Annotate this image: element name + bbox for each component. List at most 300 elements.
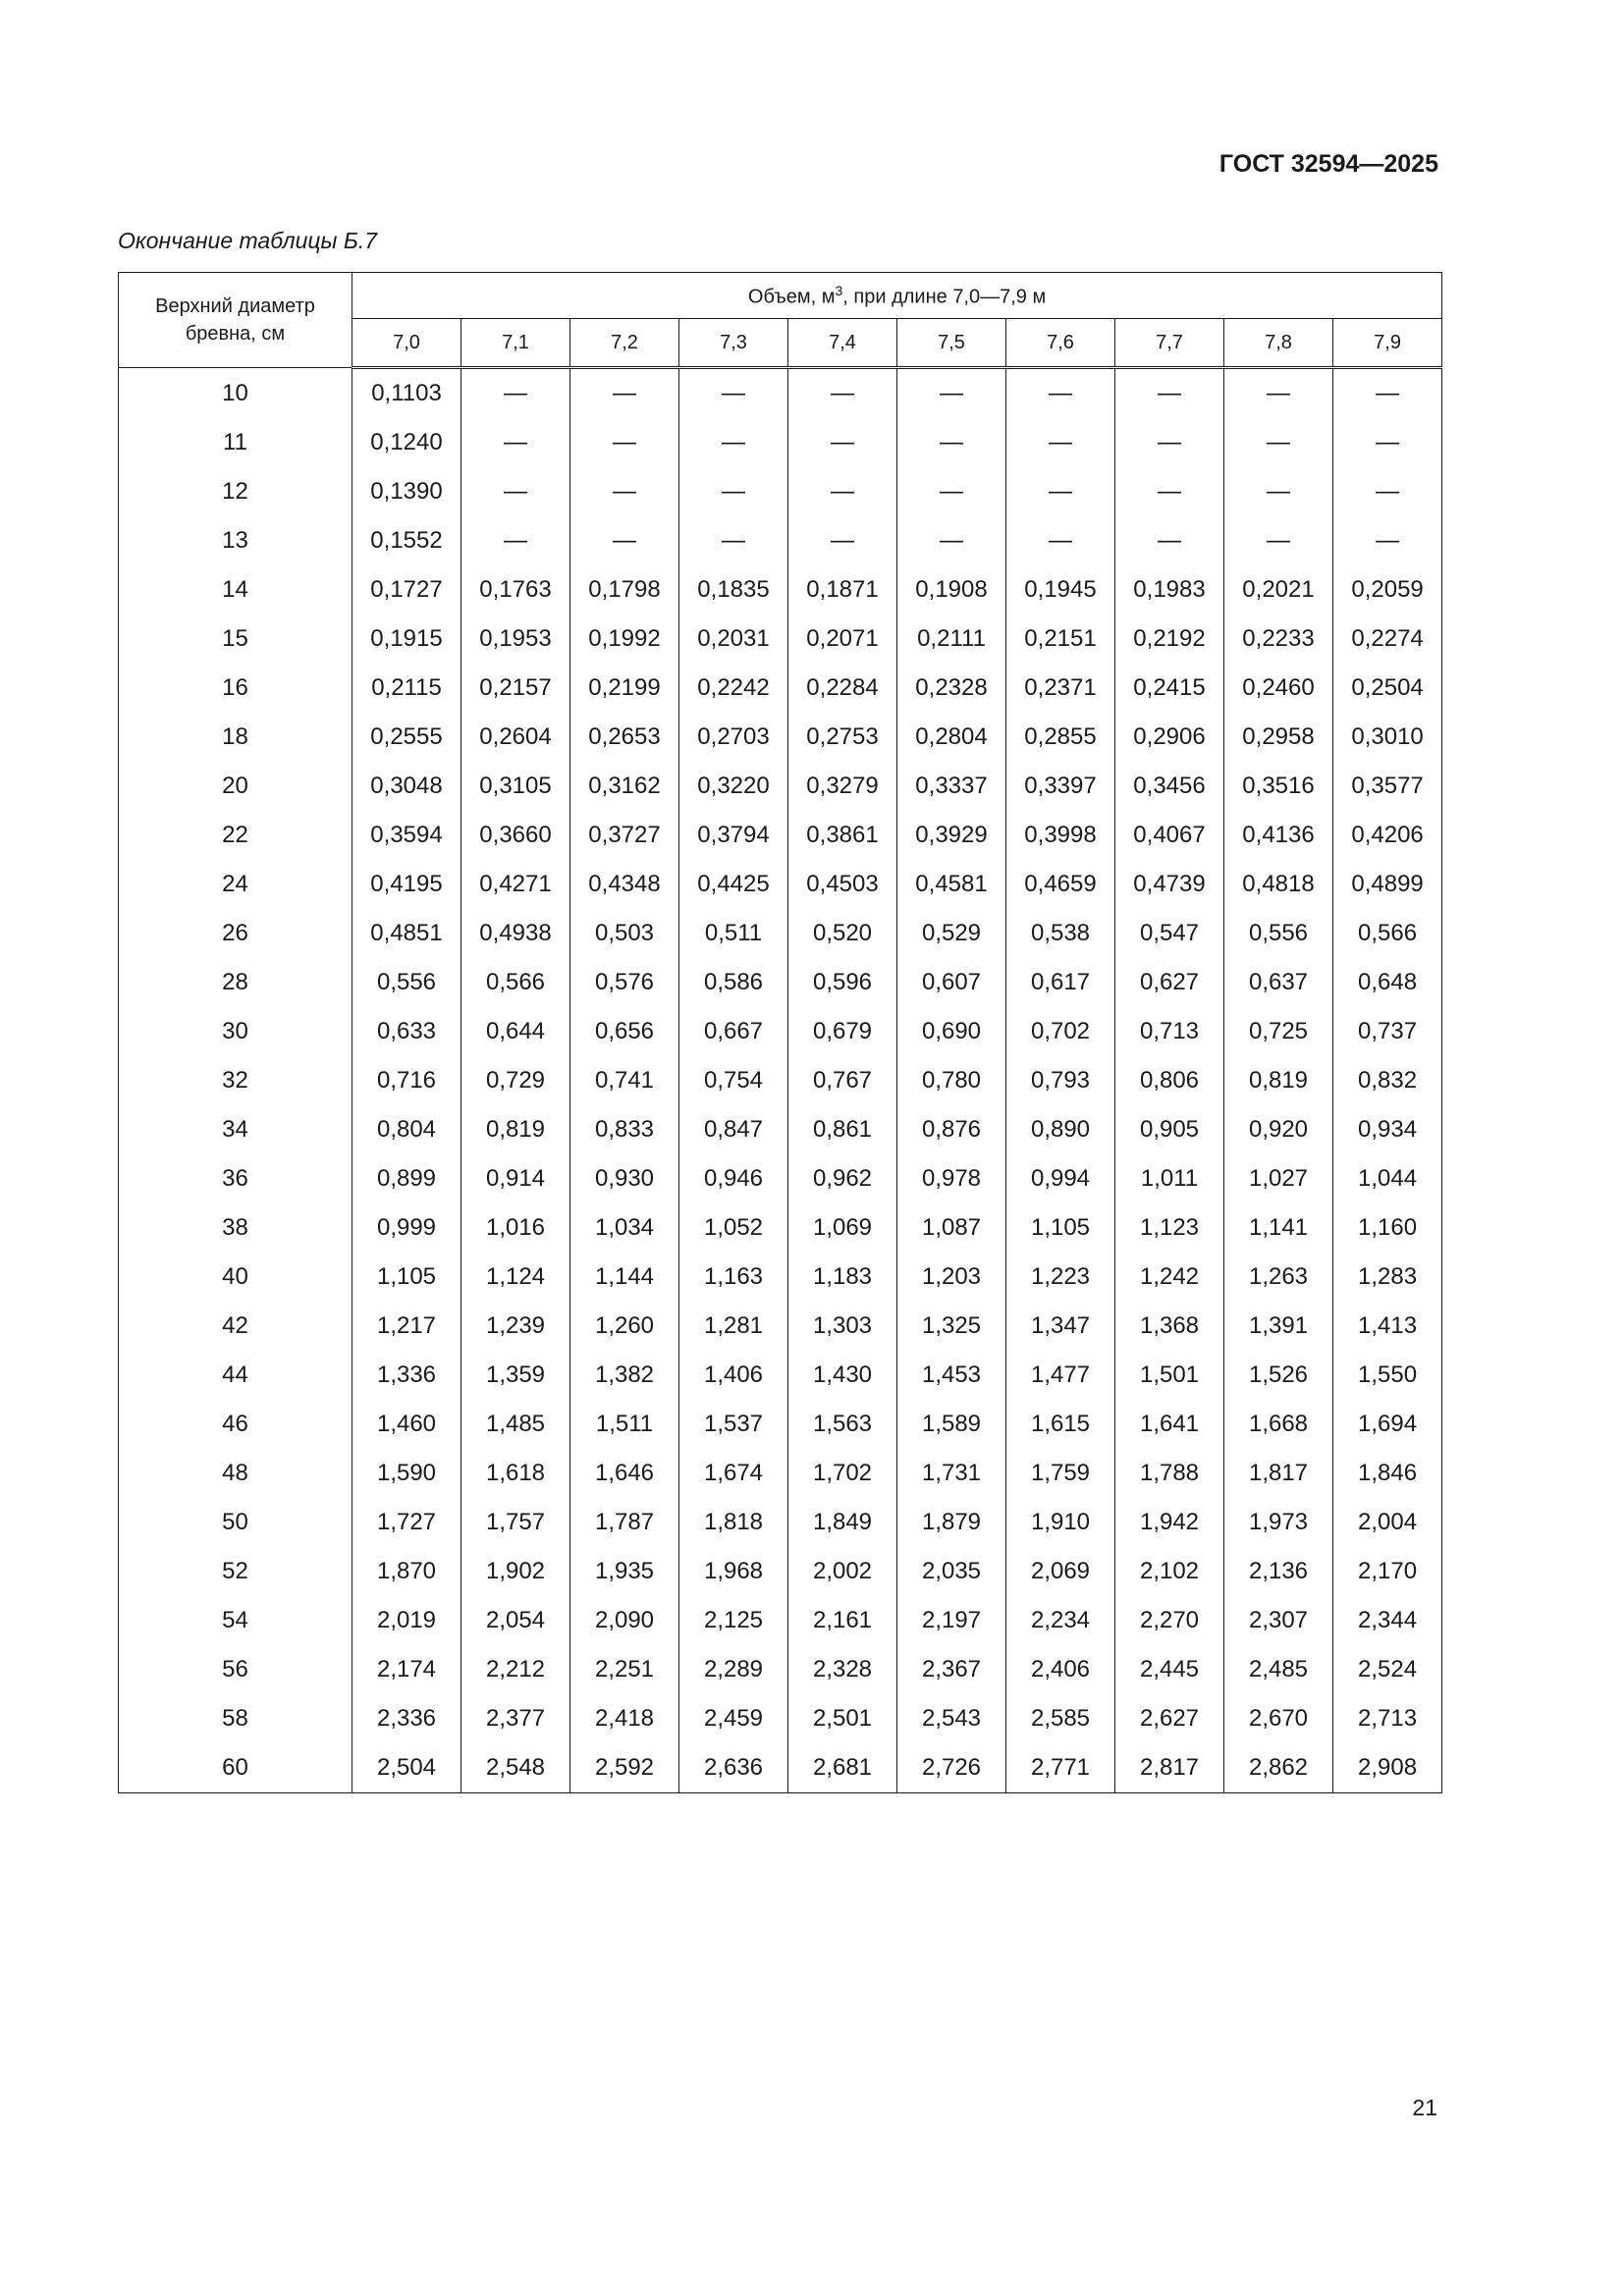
volume-cell: — <box>788 516 897 565</box>
table-row <box>119 713 1442 762</box>
volume-cell: 2,054 <box>461 1596 570 1645</box>
volume-cell: 0,566 <box>1333 909 1442 958</box>
volume-cell: 0,503 <box>570 909 679 958</box>
length-header-cell: 7,3 <box>679 319 788 368</box>
volume-cell: 0,2115 <box>352 664 461 713</box>
volume-cell: — <box>1333 467 1442 516</box>
volume-cell: 1,430 <box>788 1351 897 1400</box>
volume-cell: 1,702 <box>788 1449 897 1498</box>
volume-cell: — <box>1224 418 1333 467</box>
volume-cell: 2,771 <box>1006 1743 1115 1793</box>
volume-cell: 0,1390 <box>352 467 461 516</box>
volume-cell: — <box>679 368 788 419</box>
diameter-header-line2: бревна, см <box>185 323 286 345</box>
volume-cell: 0,702 <box>1006 1007 1115 1056</box>
volume-cell: 1,511 <box>570 1400 679 1449</box>
volume-cell: 0,2958 <box>1224 713 1333 762</box>
volume-cell: 0,2555 <box>352 713 461 762</box>
volume-cell: 0,3929 <box>897 811 1006 860</box>
volume-cell: 0,586 <box>679 958 788 1007</box>
volume-cell: 0,576 <box>570 958 679 1007</box>
table-row <box>119 860 1442 909</box>
table-row <box>119 1547 1442 1596</box>
volume-cell: 0,1835 <box>679 565 788 614</box>
volume-cell: — <box>461 418 570 467</box>
volume-cell: 0,754 <box>679 1056 788 1105</box>
volume-cell: 0,2504 <box>1333 664 1442 713</box>
volume-cell: 0,920 <box>1224 1105 1333 1154</box>
volume-cell: — <box>1006 418 1115 467</box>
volume-cell: 2,377 <box>461 1694 570 1743</box>
volume-cell: 2,485 <box>1224 1645 1333 1694</box>
volume-cell: 1,849 <box>788 1498 897 1547</box>
volume-cell: 2,504 <box>352 1743 461 1793</box>
volume-cell: 0,547 <box>1115 909 1224 958</box>
volume-cell: 0,4425 <box>679 860 788 909</box>
volume-cell: 0,1945 <box>1006 565 1115 614</box>
diameter-cell: 58 <box>119 1694 352 1743</box>
volume-cell: 0,2199 <box>570 664 679 713</box>
volume-cell: — <box>1333 368 1442 419</box>
volume-cell: 1,589 <box>897 1400 1006 1449</box>
volume-cell: 2,002 <box>788 1547 897 1596</box>
volume-cell: — <box>897 368 1006 419</box>
diameter-cell: 60 <box>119 1743 352 1793</box>
length-header-cell: 7,1 <box>461 319 570 368</box>
volume-cell: 0,4818 <box>1224 860 1333 909</box>
diameter-cell: 15 <box>119 614 352 664</box>
length-header-cell: 7,6 <box>1006 319 1115 368</box>
volume-cell: 1,406 <box>679 1351 788 1400</box>
volume-cell: — <box>1333 516 1442 565</box>
volume-cell: 2,585 <box>1006 1694 1115 1743</box>
volume-cell: 1,727 <box>352 1498 461 1547</box>
volume-cell: 1,460 <box>352 1400 461 1449</box>
diameter-cell: 11 <box>119 418 352 467</box>
diameter-cell: 13 <box>119 516 352 565</box>
volume-cell: — <box>1115 368 1224 419</box>
diameter-cell: 52 <box>119 1547 352 1596</box>
volume-cell: 1,590 <box>352 1449 461 1498</box>
volume-cell: 0,679 <box>788 1007 897 1056</box>
length-header-cell: 7,4 <box>788 319 897 368</box>
volume-cell: 0,617 <box>1006 958 1115 1007</box>
volume-cell: 1,646 <box>570 1449 679 1498</box>
table-row <box>119 958 1442 1007</box>
volume-cell: 0,656 <box>570 1007 679 1056</box>
volume-cell: 0,607 <box>897 958 1006 1007</box>
volume-cell: 2,817 <box>1115 1743 1224 1793</box>
volume-cell: 1,759 <box>1006 1449 1115 1498</box>
volume-cell: 1,879 <box>897 1498 1006 1547</box>
volume-cell: — <box>788 467 897 516</box>
volume-cell: 0,3456 <box>1115 762 1224 811</box>
volume-cell: — <box>1006 516 1115 565</box>
volume-cell: 0,3577 <box>1333 762 1442 811</box>
table-row <box>119 1645 1442 1694</box>
volume-cell: 2,367 <box>897 1645 1006 1694</box>
diameter-cell: 42 <box>119 1302 352 1351</box>
volume-cell: — <box>1115 418 1224 467</box>
volume-cell: 1,069 <box>788 1203 897 1253</box>
table-body <box>119 368 1442 1793</box>
volume-cell: 2,212 <box>461 1645 570 1694</box>
volume-cell: 0,529 <box>897 909 1006 958</box>
volume-cell: 1,087 <box>897 1203 1006 1253</box>
volume-cell: 1,016 <box>461 1203 570 1253</box>
volume-cell: 0,793 <box>1006 1056 1115 1105</box>
diameter-cell: 50 <box>119 1498 352 1547</box>
volume-cell: 0,4136 <box>1224 811 1333 860</box>
diameter-header <box>119 273 352 368</box>
volume-cell: — <box>1115 516 1224 565</box>
table-row <box>119 1154 1442 1203</box>
volume-cell: 0,737 <box>1333 1007 1442 1056</box>
diameter-cell: 28 <box>119 958 352 1007</box>
diameter-cell: 20 <box>119 762 352 811</box>
diameter-cell: 22 <box>119 811 352 860</box>
volume-cell: 0,3337 <box>897 762 1006 811</box>
volume-cell: 0,566 <box>461 958 570 1007</box>
length-header-cell: 7,8 <box>1224 319 1333 368</box>
volume-cell: 0,833 <box>570 1105 679 1154</box>
volume-cell: 0,2855 <box>1006 713 1115 762</box>
volume-cell: 2,862 <box>1224 1743 1333 1793</box>
table-row <box>119 1302 1442 1351</box>
table-row <box>119 1253 1442 1302</box>
volume-cell: 1,347 <box>1006 1302 1115 1351</box>
volume-cell: 0,4851 <box>352 909 461 958</box>
volume-cell: 0,978 <box>897 1154 1006 1203</box>
volume-cell: 0,1798 <box>570 565 679 614</box>
volume-cell: 1,239 <box>461 1302 570 1351</box>
volume-cell: 0,2233 <box>1224 614 1333 664</box>
volume-cell: 1,163 <box>679 1253 788 1302</box>
volume-cell: — <box>788 418 897 467</box>
volume-cell: — <box>788 368 897 419</box>
volume-cell: 1,413 <box>1333 1302 1442 1351</box>
diameter-cell: 44 <box>119 1351 352 1400</box>
volume-cell: 1,359 <box>461 1351 570 1400</box>
volume-cell: — <box>1006 467 1115 516</box>
volume-cell: 1,260 <box>570 1302 679 1351</box>
diameter-cell: 54 <box>119 1596 352 1645</box>
volume-cell: 2,019 <box>352 1596 461 1645</box>
volume-cell: 0,2328 <box>897 664 1006 713</box>
volume-cell: 0,713 <box>1115 1007 1224 1056</box>
volume-cell: 0,946 <box>679 1154 788 1203</box>
volume-cell: 2,289 <box>679 1645 788 1694</box>
volume-cell: 0,725 <box>1224 1007 1333 1056</box>
volume-cell: 1,787 <box>570 1498 679 1547</box>
length-header-cell: 7,9 <box>1333 319 1442 368</box>
table-row <box>119 909 1442 958</box>
volume-cell: 0,847 <box>679 1105 788 1154</box>
volume-cell: 0,648 <box>1333 958 1442 1007</box>
volume-cell: 1,011 <box>1115 1154 1224 1203</box>
volume-cell: 1,105 <box>1006 1203 1115 1253</box>
volume-table <box>118 272 1442 1793</box>
volume-cell: 0,4271 <box>461 860 570 909</box>
volume-cell: 0,4659 <box>1006 860 1115 909</box>
table-row <box>119 1351 1442 1400</box>
volume-cell: 0,2284 <box>788 664 897 713</box>
volume-cell: — <box>461 467 570 516</box>
diameter-cell: 10 <box>119 368 352 419</box>
volume-cell: 2,501 <box>788 1694 897 1743</box>
volume-cell: 1,368 <box>1115 1302 1224 1351</box>
volume-cell: 2,543 <box>897 1694 1006 1743</box>
table-row <box>119 418 1442 467</box>
volume-cell: 1,694 <box>1333 1400 1442 1449</box>
volume-cell: 0,4067 <box>1115 811 1224 860</box>
volume-cell: 0,2753 <box>788 713 897 762</box>
table-row <box>119 811 1442 860</box>
diameter-cell: 48 <box>119 1449 352 1498</box>
volume-cell: 2,627 <box>1115 1694 1224 1743</box>
volume-cell: 1,183 <box>788 1253 897 1302</box>
volume-cell: 1,902 <box>461 1547 570 1596</box>
volume-cell: 1,203 <box>897 1253 1006 1302</box>
volume-cell: 0,716 <box>352 1056 461 1105</box>
volume-cell: 1,382 <box>570 1351 679 1400</box>
volume-cell: 2,234 <box>1006 1596 1115 1645</box>
volume-cell: 2,726 <box>897 1743 1006 1793</box>
volume-cell: 1,027 <box>1224 1154 1333 1203</box>
volume-cell: 0,690 <box>897 1007 1006 1056</box>
volume-cell: 1,935 <box>570 1547 679 1596</box>
volume-cell: 2,136 <box>1224 1547 1333 1596</box>
volume-cell: 0,2653 <box>570 713 679 762</box>
volume-cell: 2,004 <box>1333 1498 1442 1547</box>
length-header-cell: 7,2 <box>570 319 679 368</box>
volume-cell: 0,596 <box>788 958 897 1007</box>
volume-cell: 2,161 <box>788 1596 897 1645</box>
volume-cell: 1,563 <box>788 1400 897 1449</box>
volume-cell: 0,556 <box>352 958 461 1007</box>
volume-cell: 2,548 <box>461 1743 570 1793</box>
table-row <box>119 1056 1442 1105</box>
volume-cell: 1,846 <box>1333 1449 1442 1498</box>
volume-cell: — <box>461 516 570 565</box>
volume-cell: 0,556 <box>1224 909 1333 958</box>
volume-cell: 0,2604 <box>461 713 570 762</box>
volume-cell: — <box>461 368 570 419</box>
volume-cell: 1,870 <box>352 1547 461 1596</box>
volume-cell: 0,3594 <box>352 811 461 860</box>
volume-cell: 0,2157 <box>461 664 570 713</box>
volume-cell: 1,818 <box>679 1498 788 1547</box>
volume-cell: 2,307 <box>1224 1596 1333 1645</box>
volume-cell: 0,934 <box>1333 1105 1442 1154</box>
volume-cell: 0,627 <box>1115 958 1224 1007</box>
volume-cell: 1,485 <box>461 1400 570 1449</box>
volume-cell: 1,281 <box>679 1302 788 1351</box>
volume-cell: 0,538 <box>1006 909 1115 958</box>
volume-cell: 0,3279 <box>788 762 897 811</box>
volume-cell: 1,537 <box>679 1400 788 1449</box>
volume-cell: 0,3397 <box>1006 762 1115 811</box>
volume-cell: 2,681 <box>788 1743 897 1793</box>
volume-cell: 0,905 <box>1115 1105 1224 1154</box>
volume-cell: 1,336 <box>352 1351 461 1400</box>
volume-cell: 2,344 <box>1333 1596 1442 1645</box>
table-row <box>119 1007 1442 1056</box>
volume-cell: 2,636 <box>679 1743 788 1793</box>
volume-cell: 1,526 <box>1224 1351 1333 1400</box>
volume-cell: 0,644 <box>461 1007 570 1056</box>
volume-cell: 0,4348 <box>570 860 679 909</box>
volume-cell: 0,2460 <box>1224 664 1333 713</box>
volume-cell: 0,2021 <box>1224 565 1333 614</box>
volume-cell: 0,930 <box>570 1154 679 1203</box>
volume-cell: 0,999 <box>352 1203 461 1253</box>
volume-cell: 0,1240 <box>352 418 461 467</box>
volume-cell: 1,453 <box>897 1351 1006 1400</box>
volume-cell: 0,767 <box>788 1056 897 1105</box>
table-row <box>119 762 1442 811</box>
volume-cell: 0,861 <box>788 1105 897 1154</box>
volume-cell: 0,3516 <box>1224 762 1333 811</box>
volume-cell: 1,391 <box>1224 1302 1333 1351</box>
table-row <box>119 516 1442 565</box>
volume-cell: 1,501 <box>1115 1351 1224 1400</box>
volume-cell: 1,615 <box>1006 1400 1115 1449</box>
volume-cell: — <box>570 467 679 516</box>
volume-cell: 0,962 <box>788 1154 897 1203</box>
volume-cell: — <box>679 467 788 516</box>
volume-cell: 0,2242 <box>679 664 788 713</box>
volume-header-exponent: 3 <box>835 282 843 298</box>
diameter-cell: 16 <box>119 664 352 713</box>
length-header-cell: 7,5 <box>897 319 1006 368</box>
diameter-cell: 12 <box>119 467 352 516</box>
volume-cell: 0,1915 <box>352 614 461 664</box>
volume-cell: 0,1908 <box>897 565 1006 614</box>
volume-cell: 0,729 <box>461 1056 570 1105</box>
volume-cell: 2,069 <box>1006 1547 1115 1596</box>
volume-cell: — <box>1224 516 1333 565</box>
volume-cell: 2,035 <box>897 1547 1006 1596</box>
volume-cell: 0,637 <box>1224 958 1333 1007</box>
volume-cell: 2,090 <box>570 1596 679 1645</box>
volume-cell: 0,994 <box>1006 1154 1115 1203</box>
table-row <box>119 1498 1442 1547</box>
length-header-cell: 7,7 <box>1115 319 1224 368</box>
table-row <box>119 368 1442 419</box>
volume-cell: 0,4938 <box>461 909 570 958</box>
volume-cell: 0,3998 <box>1006 811 1115 860</box>
volume-cell: 0,4206 <box>1333 811 1442 860</box>
volume-cell: 2,125 <box>679 1596 788 1645</box>
volume-cell: — <box>897 418 1006 467</box>
volume-cell: 0,2031 <box>679 614 788 664</box>
volume-cell: 0,2703 <box>679 713 788 762</box>
volume-cell: 1,123 <box>1115 1203 1224 1253</box>
volume-cell: 1,757 <box>461 1498 570 1547</box>
volume-cell: 0,1871 <box>788 565 897 614</box>
volume-cell: 1,668 <box>1224 1400 1333 1449</box>
volume-cell: 1,910 <box>1006 1498 1115 1547</box>
volume-cell: 1,242 <box>1115 1253 1224 1302</box>
volume-cell: 0,819 <box>1224 1056 1333 1105</box>
volume-cell: 1,105 <box>352 1253 461 1302</box>
volume-cell: 2,174 <box>352 1645 461 1694</box>
volume-cell: 0,2151 <box>1006 614 1115 664</box>
volume-cell: — <box>897 467 1006 516</box>
volume-cell: 0,2371 <box>1006 664 1115 713</box>
volume-cell: 0,3162 <box>570 762 679 811</box>
volume-cell: 2,459 <box>679 1694 788 1743</box>
diameter-cell: 56 <box>119 1645 352 1694</box>
length-header-cell: 7,0 <box>352 319 461 368</box>
volume-cell: 1,477 <box>1006 1351 1115 1400</box>
volume-cell: 0,890 <box>1006 1105 1115 1154</box>
volume-cell: 0,2804 <box>897 713 1006 762</box>
volume-cell: 2,251 <box>570 1645 679 1694</box>
volume-cell: — <box>570 418 679 467</box>
volume-cell: 0,819 <box>461 1105 570 1154</box>
volume-cell: 1,124 <box>461 1253 570 1302</box>
volume-cell: 0,3861 <box>788 811 897 860</box>
volume-cell: 0,2906 <box>1115 713 1224 762</box>
volume-cell: 0,4503 <box>788 860 897 909</box>
volume-cell: 2,336 <box>352 1694 461 1743</box>
volume-cell: 0,3794 <box>679 811 788 860</box>
table-row <box>119 1400 1442 1449</box>
volume-cell: 1,223 <box>1006 1253 1115 1302</box>
table-row <box>119 664 1442 713</box>
volume-cell: — <box>1224 368 1333 419</box>
diameter-cell: 14 <box>119 565 352 614</box>
volume-cell: 1,283 <box>1333 1253 1442 1302</box>
volume-cell: 0,1992 <box>570 614 679 664</box>
volume-cell: 0,3105 <box>461 762 570 811</box>
volume-cell: 0,1727 <box>352 565 461 614</box>
volume-cell: 1,550 <box>1333 1351 1442 1400</box>
volume-cell: — <box>1333 418 1442 467</box>
volume-cell: 1,303 <box>788 1302 897 1351</box>
volume-cell: — <box>1224 467 1333 516</box>
volume-cell: 0,2111 <box>897 614 1006 664</box>
volume-cell: 0,2071 <box>788 614 897 664</box>
volume-cell: 0,832 <box>1333 1056 1442 1105</box>
volume-cell: 0,1103 <box>352 368 461 419</box>
volume-cell: 1,674 <box>679 1449 788 1498</box>
volume-cell: 0,3220 <box>679 762 788 811</box>
volume-cell: 0,1552 <box>352 516 461 565</box>
volume-cell: 2,102 <box>1115 1547 1224 1596</box>
table-row <box>119 467 1442 516</box>
volume-cell: 1,217 <box>352 1302 461 1351</box>
volume-cell: 2,670 <box>1224 1694 1333 1743</box>
table-row <box>119 614 1442 664</box>
volume-cell: 1,160 <box>1333 1203 1442 1253</box>
volume-header-prefix: Объем, м <box>747 286 836 308</box>
diameter-cell: 36 <box>119 1154 352 1203</box>
volume-cell: 1,968 <box>679 1547 788 1596</box>
volume-cell: 2,418 <box>570 1694 679 1743</box>
volume-cell: 2,328 <box>788 1645 897 1694</box>
volume-cell: 2,445 <box>1115 1645 1224 1694</box>
volume-cell: 0,633 <box>352 1007 461 1056</box>
volume-cell: 0,1763 <box>461 565 570 614</box>
diameter-cell: 32 <box>119 1056 352 1105</box>
volume-cell: 2,270 <box>1115 1596 1224 1645</box>
volume-cell: 0,1983 <box>1115 565 1224 614</box>
volume-cell: 0,520 <box>788 909 897 958</box>
volume-cell: — <box>1006 368 1115 419</box>
